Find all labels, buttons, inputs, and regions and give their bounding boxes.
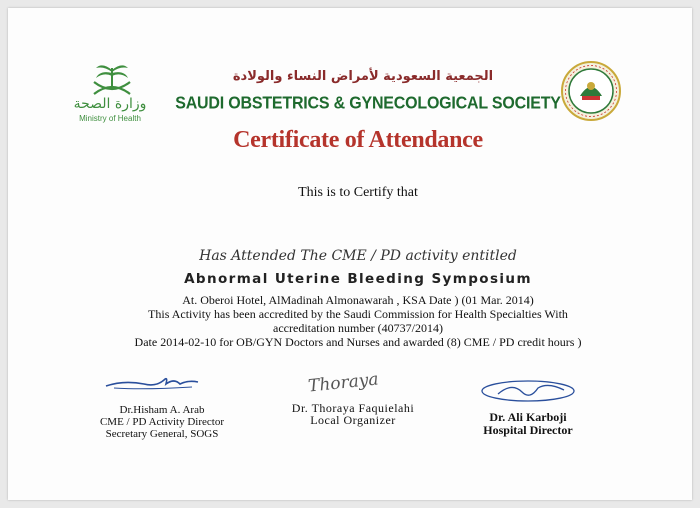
signature-thoraya: Thoraya (307, 369, 380, 397)
symposium-title: Abnormal Uterine Bleeding Symposium (184, 271, 532, 287)
signatory-hisham-arab (72, 404, 252, 440)
signatory-role: Local Organizer (310, 413, 396, 427)
signature-hisham-arab (104, 372, 200, 394)
accreditation-line: This Activity has been accredited by the Saudi Commission for Health Specialties With (148, 307, 568, 321)
certificate-page (8, 8, 692, 500)
signatory-role: CME / PD Activity Director (99, 416, 225, 428)
signatory-ali-karboji (448, 411, 608, 437)
sogs-seal-icon (560, 60, 622, 122)
signatory-name: Dr.Hisham A. Arab (119, 404, 205, 416)
signatory-role-secondary: Secretary General, SOGS (105, 428, 219, 440)
moh-english-name: Ministry of Health (79, 114, 141, 123)
signatory-role: Hospital Director (483, 423, 573, 437)
organization-english-name: SAUDI OBSTETRICS & GYNECOLOGICAL SOCIETY (175, 94, 561, 113)
credit-hours-line: Date 2014-02-10 for OB/GYN Doctors and Nurses and awarded (8) CME / PD credit hours ) (134, 335, 582, 349)
certify-statement: This is to Certify that (298, 185, 418, 200)
signatory-thoraya (258, 402, 448, 426)
organization-arabic-name: الجمعية السعودية لأمراض النساء والولادة (232, 69, 494, 84)
moh-arabic-name: وزارة الصحة (73, 96, 147, 112)
accreditation-number-line: accreditation number (40737/2014) (273, 321, 443, 335)
venue-date-line: At. Oberoi Hotel, AlMadinah Almonawarah , KSA Date ) (01 Mar. 2014) (182, 293, 534, 307)
attended-statement: Has Attended The CME / PD activity entitled (199, 248, 517, 264)
signatory-name: Dr. Ali Karboji (489, 410, 567, 424)
signature-ali-karboji (478, 376, 578, 406)
signatory-name: Dr. Thoraya Faquielahi (291, 401, 415, 415)
certificate-title: Certificate of Attendance (233, 127, 483, 153)
